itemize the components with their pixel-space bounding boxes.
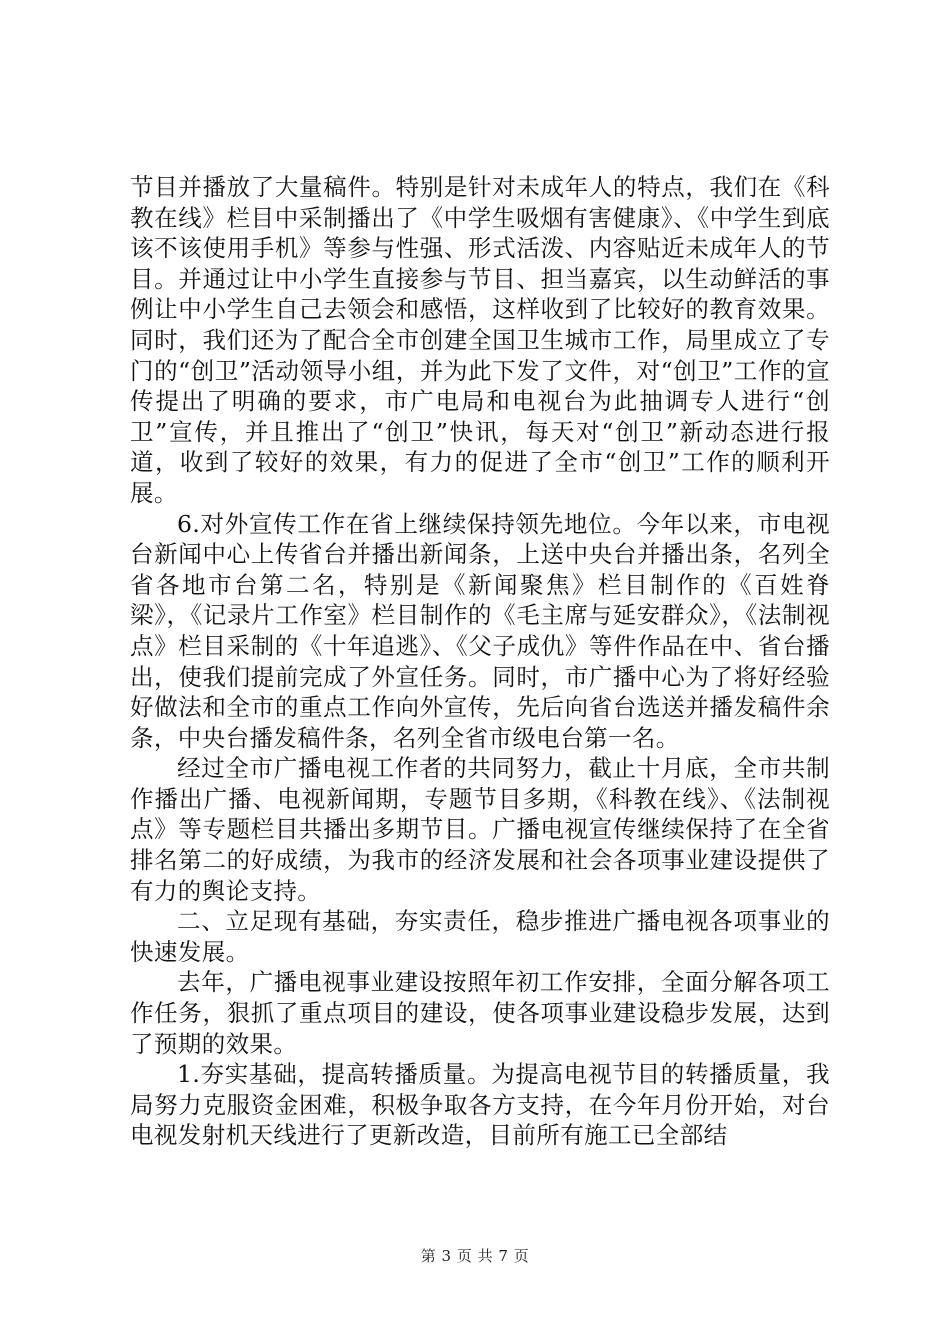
paragraph-2: 6.对外宣传工作在省上继续保持领先地位。今年以来，市电视台新闻中心上传省台并播出新闻条，上送中央台并播出条，名列全省各地市台第二名，特别是《新闻聚焦》栏目制作的《百姓脊梁》，《记录片工作室》栏目制作的《毛主席与延安群众》，《法制视点》栏目采制的《十年追逃》、《父子成仇》等件作品在中、省台播出，使我们提前完成了外宣任务。同时，市广播中心为了将好经验好做法和全市的重点工作向外宣传，先后向省台选送并播发稿件余条，中央台播发稿件条，名列全省市级电台第一名。 — [130, 509, 830, 752]
paragraph-6: 1.夯实基础，提高转播质量。为提高电视节目的转播质量，我局努力克服资金困难，积极争取各方支持，在今年月份开始，对台电视发射机天线进行了更新改造，目前所有施工已全部结 — [130, 1060, 830, 1150]
document-body — [130, 172, 830, 1151]
paragraph-1: 节目并播放了大量稿件。特别是针对未成年人的特点，我们在《科教在线》栏目中采制播出了《中学生吸烟有害健康》、《中学生到底该不该使用手机》等参与性强、形式活泼、内容贴近未成年人的节目。并通过让中小学生直接参与节目、担当嘉宾，以生动鲜活的事例让中小学生自己去领会和感悟，这样收到了比较好的教育效果。同时，我们还为了配合全市创建全国卫生城市工作，局里成立了专门的“创卫”活动领导小组，并为此下发了文件，对“创卫”工作的宣传提出了明确的要求，市广电局和电视台为此抽调专人进行“创卫”宣传，并且推出了“创卫”快讯，每天对“创卫”新动态进行报道，收到了较好的效果，有力的促进了全市“创卫”工作的顺利开展。 — [130, 173, 830, 507]
paragraph-5: 去年，广播电视事业建设按照年初工作安排，全面分解各项工作任务，狠抓了重点项目的建设，使各项事业建设稳步发展，达到了预期的效果。 — [130, 968, 830, 1058]
paragraph-3: 经过全市广播电视工作者的共同努力，截止十月底，全市共制作播出广播、电视新闻期，专题节目多期，《科教在线》、《法制视点》等专题栏目共播出多期节目。广播电视宣传继续保持了在全省排名第二的好成绩，为我市的经济发展和社会各项事业建设提供了有力的舆论支持。 — [130, 754, 830, 905]
paragraph-4: 二、立足现有基础，夯实责任，稳步推进广播电视各项事业的快速发展。 — [130, 907, 830, 966]
page-number-footer: 第 3 页 共 7 页 — [420, 1247, 530, 1265]
